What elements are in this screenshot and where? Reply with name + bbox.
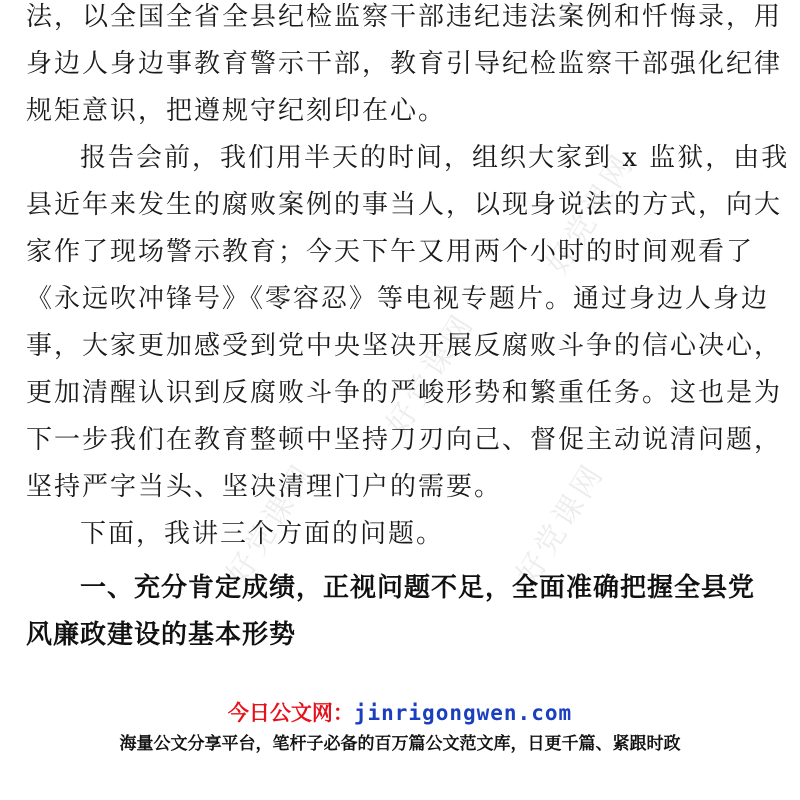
text-line: 《永远吹冲锋号》《零容忍》等电视专题片。通过身边人身边 (26, 284, 770, 314)
watermark-text: 好党课网 (510, 456, 612, 591)
paragraph-3 (26, 511, 774, 558)
site-name: 今日公文网： (227, 701, 354, 725)
text-line: 县近年来发生的腐败案例的事当人，以现身说法的方式，向大 (26, 190, 783, 220)
text-line: 家作了现场警示教育；今天下午又用两个小时的时间观看了 (26, 237, 755, 267)
footer-tagline: 海量公文分享平台，笔杆子必备的百万篇公文范文库，日更千篇、紧跟时政 (119, 734, 681, 754)
text-line: 更加清醒认识到反腐败斗争的严峻形势和繁重任务。这也是为 (26, 378, 783, 408)
text-line: 规矩意识，把遵规守纪刻印在心。 (26, 96, 447, 126)
heading-line: 一、充分肯定成绩，正视问题不足，全面准确把握全县党 (80, 573, 756, 603)
text-line: 下面，我讲三个方面的问题。 (80, 519, 445, 549)
site-url-link[interactable]: jinrigongwen.com (353, 701, 573, 725)
text-line: 坚持严字当头、坚决清理门户的需要。 (26, 472, 503, 502)
section-heading (26, 565, 774, 659)
heading-line: 风廉政建设的基本形势 (26, 620, 297, 650)
watermark-text: 好党课网 (380, 306, 482, 441)
footer-site-banner (0, 700, 800, 726)
paragraph-2 (26, 135, 790, 511)
text-line: 法，以全国全省全县纪检监察干部违纪违法案例和忏悔录，用 (26, 2, 783, 32)
text-line: 下一步我们在教育整顿中坚持刀刃向己、督促主动说清问题， (26, 425, 783, 455)
text-line: 身边人身边事教育警示干部，教育引导纪检监察干部强化纪律 (26, 49, 783, 79)
paragraph-1 (26, 0, 783, 135)
watermark-text: 好党课网 (540, 146, 642, 281)
text-line: 事，大家更加感受到党中央坚决开展反腐败斗争的信心决心， (26, 331, 783, 361)
watermark-text: 好党课网 (220, 456, 322, 591)
text-line: 报告会前，我们用半天的时间，组织大家到 x 监狱，由我 (80, 143, 790, 173)
